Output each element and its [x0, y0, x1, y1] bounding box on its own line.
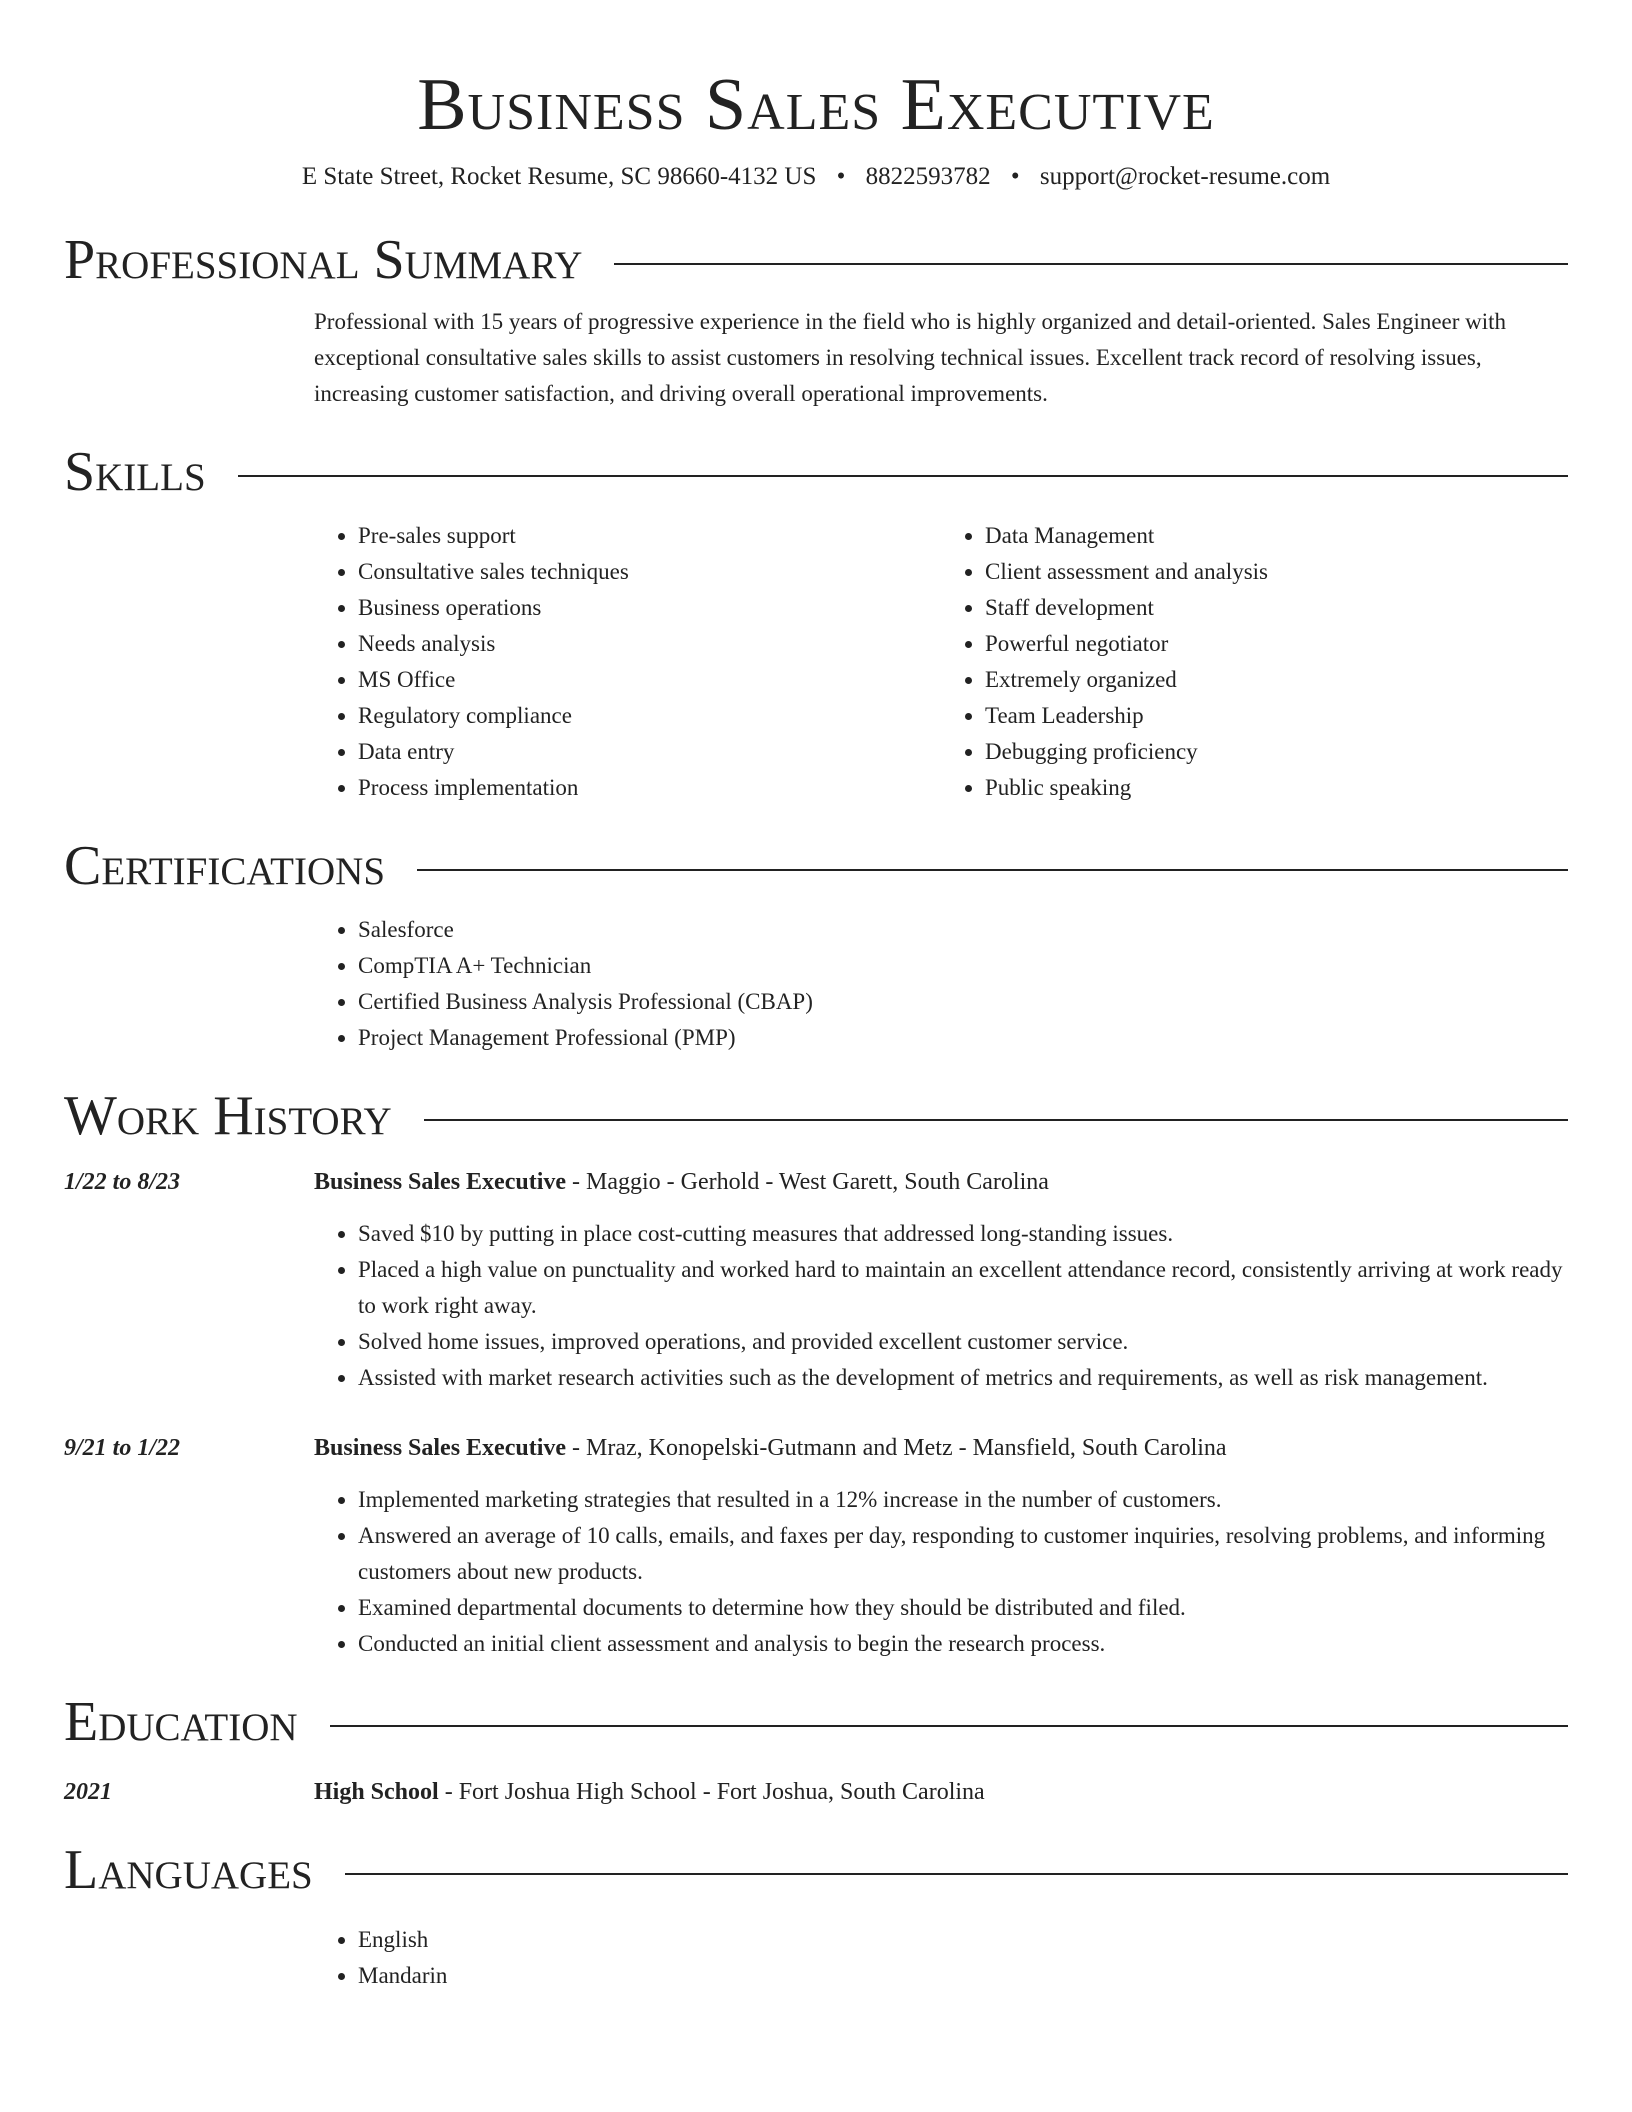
summary-section [64, 226, 1568, 412]
job-bullets [314, 1216, 1568, 1396]
section-divider [614, 263, 1568, 265]
job-bullets [314, 1482, 1568, 1662]
certifications-list [314, 912, 1568, 1056]
certification-item: • Project Management Professional (PMP) [358, 1020, 1568, 1056]
job-title: Business Sales Executive [314, 1169, 567, 1195]
education-school: - Fort Joshua High School - Fort Joshua, South Carolina [438, 1779, 985, 1805]
job-bullet: • Saved $10 by putting in place cost-cutting measures that addressed long-standing issues. [358, 1216, 1568, 1252]
summary-text: Professional with 15 years of progressive experience in the field who is highly organized and detail-oriented. Sales Engineer with exceptional consultative sales skills to assist customers in resolving technical issues. Excellent track record of resolving issues, increasing customer satisfaction, and driving overall operational improvements. [314, 309, 1507, 406]
skill-item: • Pre-sales support [358, 518, 941, 554]
section-header [64, 1836, 1568, 1904]
job-entry [64, 1164, 1568, 1396]
skills-list-right [941, 518, 1568, 806]
skill-item: • Regulatory compliance [358, 698, 941, 734]
section-header [64, 1688, 1568, 1756]
skill-item: • Debugging proficiency [985, 734, 1568, 770]
job-employer: - Maggio - Gerhold - West Garett, South Carolina [566, 1169, 1049, 1195]
skills-grid [314, 518, 1568, 806]
section-divider [417, 869, 1568, 871]
section-divider [238, 475, 1568, 477]
section-divider [330, 1725, 1568, 1727]
contact-line [64, 160, 1568, 194]
contact-phone: 8822593782 [865, 163, 991, 190]
education-entry [64, 1774, 1568, 1810]
job-bullet: • Solved home issues, improved operations, and provided excellent customer service. [358, 1324, 1568, 1360]
job-employer: - Mraz, Konopelski-Gutmann and Metz - Mansfield, South Carolina [566, 1435, 1227, 1461]
skill-item: • Data entry [358, 734, 941, 770]
skill-item: • Process implementation [358, 770, 941, 806]
certification-item: • Salesforce [358, 912, 1568, 948]
job-bullet: • Conducted an initial client assessment and analysis to begin the research process. [358, 1626, 1568, 1662]
job-header [64, 1164, 1568, 1200]
skills-list-left [314, 518, 941, 806]
skill-item: • Data Management [985, 518, 1568, 554]
job-bullet: • Placed a high value on punctuality and worked hard to maintain an excellent attendance record, consistently arriving at work ready to work right away. [358, 1252, 1568, 1324]
certifications-section [64, 832, 1568, 1056]
section-header [64, 438, 1568, 506]
section-divider [424, 1119, 1568, 1121]
skill-item: • Client assessment and analysis [985, 554, 1568, 590]
contact-separator: • [1010, 163, 1020, 190]
section-header [64, 1082, 1568, 1150]
job-bullet: • Answered an average of 10 calls, emails, and faxes per day, responding to customer inquiries, resolving problems, and informing customers about new products. [358, 1518, 1568, 1590]
section-title: Certifications [64, 835, 386, 897]
section-header [64, 226, 1568, 294]
skill-item: • Extremely organized [985, 662, 1568, 698]
section-title: Professional Summary [64, 229, 583, 291]
job-bullet: • Examined departmental documents to determine how they should be distributed and filed. [358, 1590, 1568, 1626]
job-header [64, 1430, 1568, 1466]
job-heading [314, 1430, 1227, 1466]
job-heading [314, 1164, 1049, 1200]
section-title: Work History [64, 1085, 392, 1147]
skills-section [64, 438, 1568, 806]
education-section [64, 1688, 1568, 1810]
skill-item: • Staff development [985, 590, 1568, 626]
resume-name: Business Sales Executive [417, 64, 1215, 146]
work-history-section [64, 1082, 1568, 1662]
job-title: Business Sales Executive [314, 1435, 567, 1461]
education-degree: High School [314, 1779, 439, 1805]
language-item: • English [358, 1922, 1568, 1958]
skill-item: • Business operations [358, 590, 941, 626]
job-dates: 1/22 to 8/23 [64, 1169, 181, 1195]
job-dates: 9/21 to 1/22 [64, 1435, 181, 1461]
skill-item: • MS Office [358, 662, 941, 698]
education-heading [314, 1774, 985, 1810]
certification-item: • Certified Business Analysis Professional (CBAP) [358, 984, 1568, 1020]
section-title: Skills [64, 441, 206, 503]
section-header [64, 832, 1568, 900]
contact-separator: • [836, 163, 846, 190]
languages-list [314, 1922, 1568, 1994]
skill-item: • Public speaking [985, 770, 1568, 806]
certification-item: • CompTIA A+ Technician [358, 948, 1568, 984]
skill-item: • Powerful negotiator [985, 626, 1568, 662]
skill-item: • Team Leadership [985, 698, 1568, 734]
language-item: • Mandarin [358, 1958, 1568, 1994]
education-year: 2021 [64, 1779, 112, 1805]
languages-section [64, 1836, 1568, 1994]
contact-email: support@rocket-resume.com [1039, 163, 1331, 190]
skill-item: • Needs analysis [358, 626, 941, 662]
job-bullet: • Assisted with market research activities such as the development of metrics and requirements, as well as risk management. [358, 1360, 1568, 1396]
contact-address: E State Street, Rocket Resume, SC 98660-4132 US [301, 163, 817, 190]
section-divider [345, 1873, 1568, 1875]
section-title: Education [64, 1691, 298, 1753]
job-bullet: • Implemented marketing strategies that resulted in a 12% increase in the number of customers. [358, 1482, 1568, 1518]
job-entry [64, 1430, 1568, 1662]
skill-item: • Consultative sales techniques [358, 554, 941, 590]
section-title: Languages [64, 1839, 313, 1901]
